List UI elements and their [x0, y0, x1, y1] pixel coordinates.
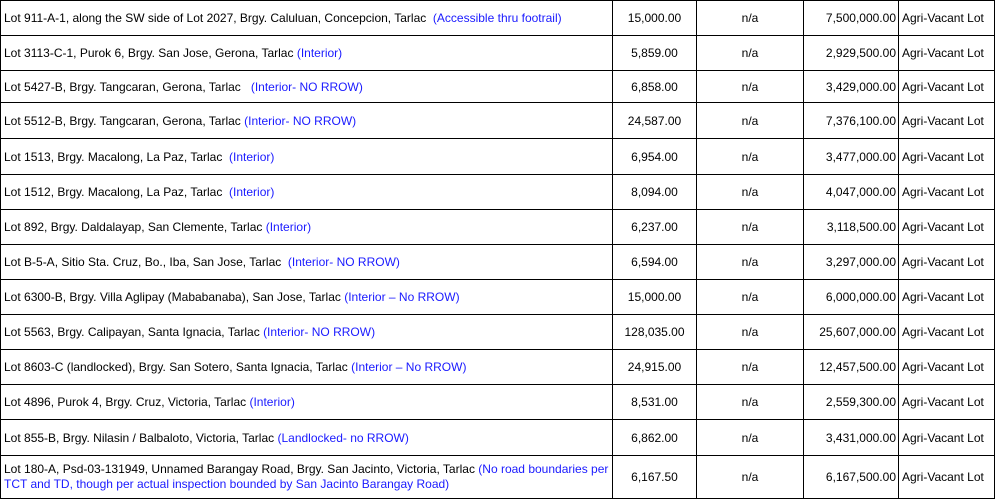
lot-area: 5,859.00: [613, 36, 697, 71]
table-row: [1, 175, 995, 210]
lot-access-note: (Landlocked- no RROW): [277, 430, 409, 445]
lot-classification: Agri-Vacant Lot: [899, 1, 995, 36]
table-row: [1, 139, 995, 175]
lot-area: 128,035.00: [613, 315, 697, 350]
lot-price: 3,477,000.00: [804, 139, 899, 175]
lot-na: n/a: [697, 1, 804, 36]
lot-access-note: (Interior): [229, 149, 275, 164]
lot-classification: Agri-Vacant Lot: [899, 103, 995, 139]
lot-classification: Agri-Vacant Lot: [899, 36, 995, 71]
lot-price: 6,167,500.00: [804, 456, 899, 499]
lot-classification: Agri-Vacant Lot: [899, 139, 995, 175]
table-row: [1, 385, 995, 420]
lot-classification: Agri-Vacant Lot: [899, 71, 995, 103]
lot-price: 7,376,100.00: [804, 103, 899, 139]
lot-access-note: (Interior): [265, 220, 312, 234]
lot-area: 15,000.00: [613, 1, 697, 36]
lot-na: n/a: [697, 315, 804, 350]
lot-access-note: (Interior- NO RROW): [287, 255, 400, 269]
lot-area: 24,587.00: [613, 103, 697, 139]
lot-access-note: (Interior): [249, 395, 295, 409]
lot-area: 8,531.00: [613, 385, 697, 420]
lot-classification: Agri-Vacant Lot: [899, 315, 995, 350]
lot-na: n/a: [697, 385, 804, 420]
lot-classification: Agri-Vacant Lot: [899, 245, 995, 280]
lot-price: 6,000,000.00: [804, 280, 899, 315]
lot-description: Lot 5512-B, Brgy. Tangcaran, Gerona, Tarlac (Interior- NO RROW): [1, 103, 613, 139]
lot-na: n/a: [697, 71, 804, 103]
lot-price: 7,500,000.00: [804, 1, 899, 36]
lot-classification: Agri-Vacant Lot: [899, 420, 995, 456]
table-row: [1, 245, 995, 280]
lot-access-note: (Interior- NO RROW): [250, 79, 363, 94]
lot-price: 2,929,500.00: [804, 36, 899, 71]
lot-description: Lot 5563, Brgy. Calipayan, Santa Ignacia, Tarlac (Interior- NO RROW): [1, 315, 613, 350]
lot-na: n/a: [697, 175, 804, 210]
lot-price: 25,607,000.00: [804, 315, 899, 350]
lot-classification: Agri-Vacant Lot: [899, 350, 995, 385]
lot-description: Lot 1512, Brgy. Macalong, La Paz, Tarlac (Interior): [1, 175, 613, 210]
lot-area: 6,954.00: [613, 139, 697, 175]
lot-na: n/a: [697, 280, 804, 315]
lot-classification: Agri-Vacant Lot: [899, 210, 995, 245]
lot-description: Lot 911-A-1, along the SW side of Lot 2027, Brgy. Caluluan, Concepcion, Tarlac (Accessible thru footrail): [1, 1, 613, 36]
table-row: [1, 103, 995, 139]
table-row: [1, 36, 995, 71]
lot-na: n/a: [697, 350, 804, 385]
lot-access-note: (Interior): [296, 46, 343, 60]
table-row: [1, 315, 995, 350]
lot-access-note: (No road boundaries per TCT and TD, though per actual inspection bounded by San Jacinto Barangay Road): [4, 462, 609, 491]
lot-access-note: (Accessible thru footrail): [432, 11, 562, 25]
table-row: [1, 210, 995, 245]
lot-price: 3,118,500.00: [804, 210, 899, 245]
lot-area: 6,862.00: [613, 420, 697, 456]
lot-price: 3,431,000.00: [804, 420, 899, 456]
lot-description: Lot 892, Brgy. Daldalayap, San Clemente, Tarlac (Interior): [1, 210, 613, 245]
lot-area: 8,094.00: [613, 175, 697, 210]
lot-access-note: (Interior – No RROW): [344, 290, 460, 304]
table-row: [1, 456, 995, 499]
lot-area: 15,000.00: [613, 280, 697, 315]
lot-classification: Agri-Vacant Lot: [899, 280, 995, 315]
lot-na: n/a: [697, 456, 804, 499]
lot-price: 3,429,000.00: [804, 71, 899, 103]
lot-description: Lot 5427-B, Brgy. Tangcaran, Gerona, Tarlac (Interior- NO RROW): [1, 71, 613, 103]
lot-na: n/a: [697, 245, 804, 280]
table-row: [1, 71, 995, 103]
lot-classification: Agri-Vacant Lot: [899, 175, 995, 210]
table-row: [1, 350, 995, 385]
lot-description: Lot 180-A, Psd-03-131949, Unnamed Barangay Road, Brgy. San Jacinto, Victoria, Tarlac (No road boundaries per TCT and TD, though per actual inspection bounded by San Jacinto Barangay Road): [1, 456, 613, 499]
lot-access-note: (Interior- NO RROW): [263, 325, 376, 339]
lot-description: Lot B-5-A, Sitio Sta. Cruz, Bo., Iba, San Jose, Tarlac (Interior- NO RROW): [1, 245, 613, 280]
lot-access-note: (Interior – No RROW): [351, 360, 467, 374]
lot-price: 4,047,000.00: [804, 175, 899, 210]
lot-area: 6,594.00: [613, 245, 697, 280]
lot-area: 6,237.00: [613, 210, 697, 245]
lot-price: 2,559,300.00: [804, 385, 899, 420]
lot-classification: Agri-Vacant Lot: [899, 385, 995, 420]
lot-price: 12,457,500.00: [804, 350, 899, 385]
lot-access-note: (Interior- NO RROW): [244, 113, 357, 128]
lot-na: n/a: [697, 36, 804, 71]
table-row: [1, 420, 995, 456]
lot-description: Lot 855-B, Brgy. Nilasin / Balbaloto, Victoria, Tarlac (Landlocked- no RROW): [1, 420, 613, 456]
lot-description: Lot 8603-C (landlocked), Brgy. San Sotero, Santa Ignacia, Tarlac (Interior – No RROW): [1, 350, 613, 385]
lot-na: n/a: [697, 103, 804, 139]
lot-description: Lot 6300-B, Brgy. Villa Aglipay (Mababanaba), San Jose, Tarlac (Interior – No RROW): [1, 280, 613, 315]
lot-na: n/a: [697, 210, 804, 245]
lot-classification: Agri-Vacant Lot: [899, 456, 995, 499]
lot-area: 24,915.00: [613, 350, 697, 385]
table-row: [1, 1, 995, 36]
lot-area: 6,858.00: [613, 71, 697, 103]
lot-description: Lot 4896, Purok 4, Brgy. Cruz, Victoria, Tarlac (Interior): [1, 385, 613, 420]
lot-price: 3,297,000.00: [804, 245, 899, 280]
lot-na: n/a: [697, 420, 804, 456]
lot-area: 6,167.50: [613, 456, 697, 499]
lot-access-note: (Interior): [229, 185, 275, 199]
lot-description: Lot 3113-C-1, Purok 6, Brgy. San Jose, Gerona, Tarlac (Interior): [1, 36, 613, 71]
lot-na: n/a: [697, 139, 804, 175]
table-row: [1, 280, 995, 315]
lot-description: Lot 1513, Brgy. Macalong, La Paz, Tarlac (Interior): [1, 139, 613, 175]
